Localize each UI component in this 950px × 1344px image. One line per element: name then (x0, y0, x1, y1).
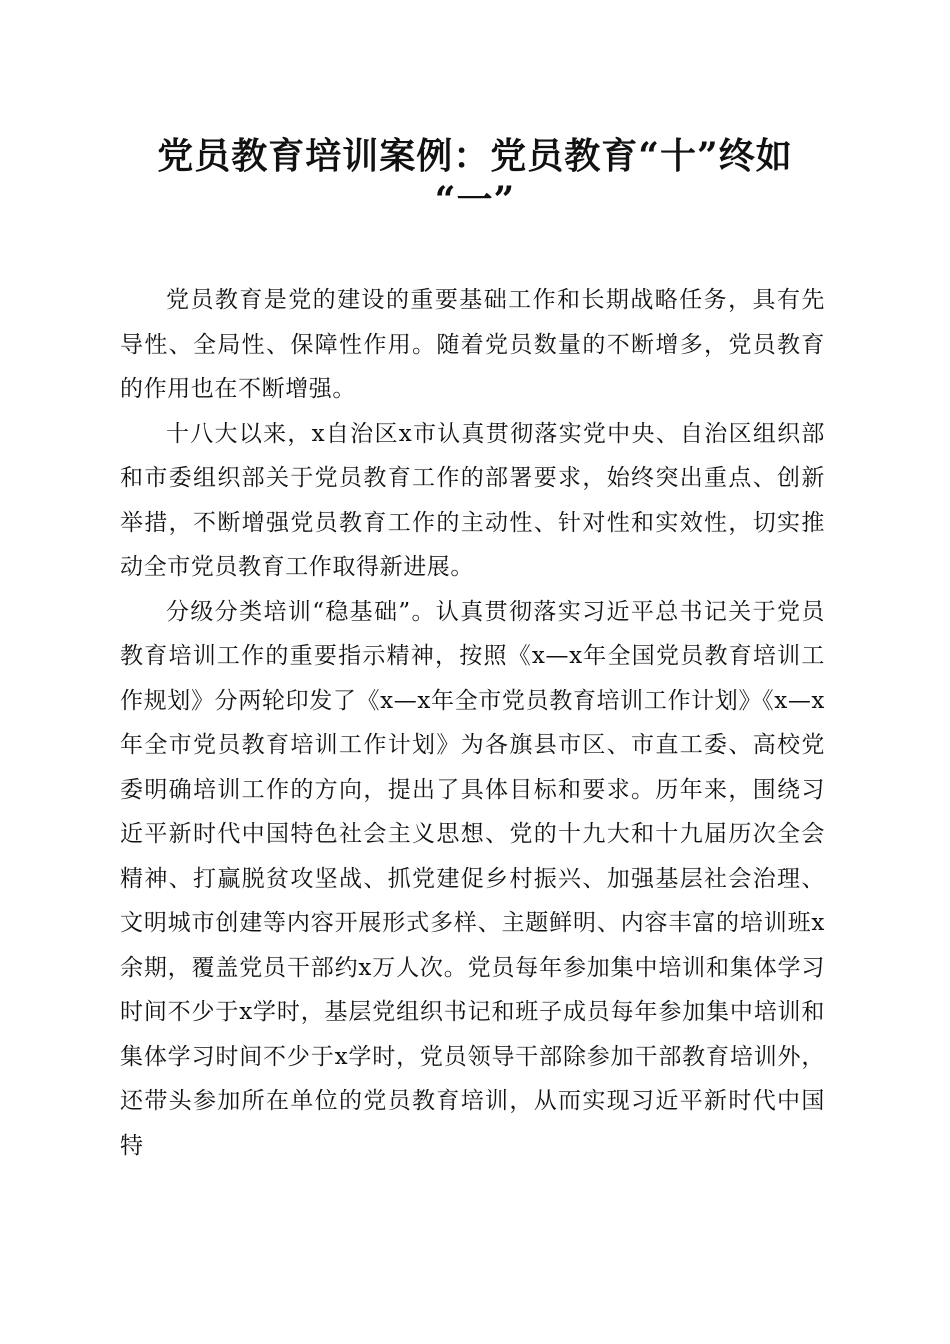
paragraph-graded-training: 分级分类培训“稳基础”。认真贯彻落实习近平总书记关于党员教育培训工作的重要指示精神，按照《x—x年全国党员教育培训工作规划》分两轮印发了《x—x年全市党员教育培训工作计划》《x—x年全市党员教育培训工作计划》为各旗县市区、市直工委、高校党委明确培训工作的方向，提出了具体目标和要求。历年来，围绕习近平新时代中国特色社会主义思想、党的十九大和十九届历次全会精神、打赢脱贫攻坚战、抓党建促乡村振兴、加强基层社会治理、文明城市创建等内容开展形式多样、主题鲜明、内容丰富的培训班x余期，覆盖党员干部约x万人次。党员每年参加集中培训和集体学习时间不少于x学时，基层党组织书记和班子成员每年参加集中培训和集体学习时间不少于x学时，党员领导干部除参加干部教育培训外，还带头参加所在单位的党员教育培训，从而实现习近平新时代中国特 (120, 598, 825, 1159)
document-title (120, 134, 830, 222)
paragraph-since-18th-congress: 十八大以来，x自治区x市认真贯彻落实党中央、自治区组织部和市委组织部关于党员教育工作的部署要求，始终突出重点、创新举措，不断增强党员教育工作的主动性、针对性和实效性，切实推动全市党员教育工作取得新进展。 (120, 420, 825, 580)
paragraph-intro: 党员教育是党的建设的重要基础工作和长期战略任务，具有先导性、全局性、保障性作用。随着党员数量的不断增多，党员教育的作用也在不断增强。 (120, 287, 825, 402)
title-line-2: “一” (434, 179, 516, 221)
document-body (120, 278, 825, 1168)
title-line-1: 党员教育培训案例：党员教育“十”终如 (157, 135, 793, 177)
